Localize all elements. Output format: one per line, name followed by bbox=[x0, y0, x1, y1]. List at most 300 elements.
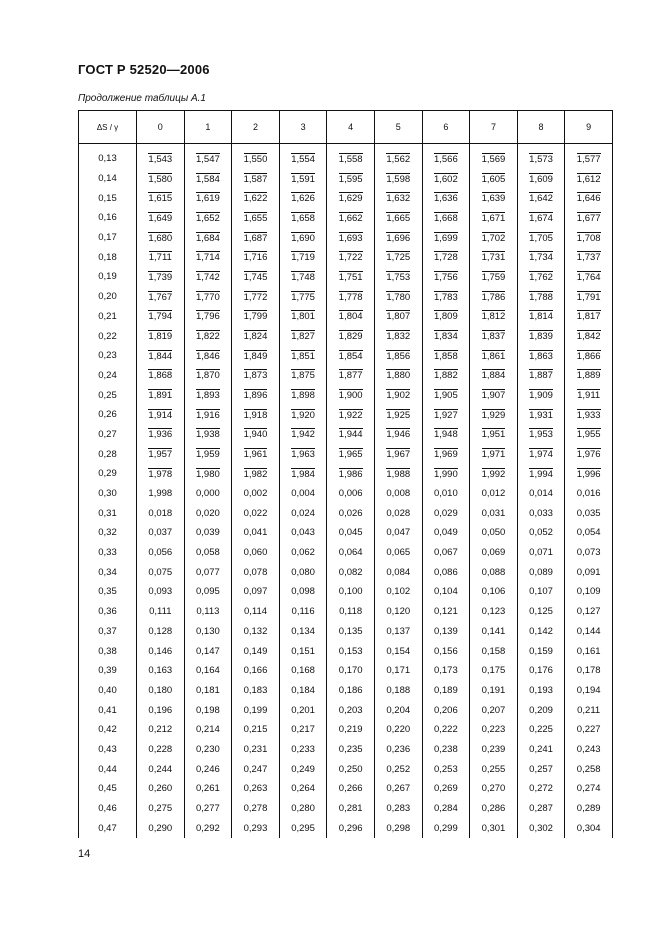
table-cell bbox=[232, 444, 280, 464]
table-cell bbox=[517, 700, 565, 720]
table-cell bbox=[232, 169, 280, 189]
table-cell bbox=[374, 287, 422, 307]
table-cell bbox=[470, 385, 518, 405]
table-cell bbox=[279, 720, 327, 740]
cell-value: 1,929 bbox=[481, 409, 506, 421]
cell-value: 0,064 bbox=[338, 547, 363, 559]
table-cell bbox=[279, 484, 327, 504]
table-cell bbox=[327, 307, 375, 327]
cell-value: 0,056 bbox=[148, 547, 173, 559]
cell-value: 1,772 bbox=[243, 291, 268, 303]
table-cell bbox=[422, 562, 470, 582]
cell-value: 0,086 bbox=[433, 566, 458, 578]
cell-value: 0,263 bbox=[243, 783, 268, 795]
cell-value: 1,817 bbox=[576, 311, 601, 323]
table-cell bbox=[565, 307, 613, 327]
document-header: ГОСТ Р 52520—2006 bbox=[78, 62, 210, 77]
table-cell bbox=[470, 208, 518, 228]
table-cell bbox=[137, 247, 185, 267]
cell-value: 0,168 bbox=[291, 665, 315, 677]
table-row bbox=[79, 366, 613, 386]
cell-value: 1,866 bbox=[576, 350, 601, 362]
cell-value: 0,033 bbox=[529, 507, 553, 519]
cell-value: 0,080 bbox=[291, 566, 315, 578]
table-cell bbox=[422, 307, 470, 327]
cell-value: 1,788 bbox=[529, 291, 553, 303]
cell-value: 0,225 bbox=[529, 724, 553, 736]
cell-value: 1,842 bbox=[576, 331, 601, 343]
table-cell bbox=[184, 779, 232, 799]
table-cell bbox=[232, 582, 280, 602]
table-cell bbox=[137, 484, 185, 504]
table-cell bbox=[327, 484, 375, 504]
cell-value: 1,598 bbox=[386, 173, 411, 185]
cell-value: 1,722 bbox=[338, 252, 363, 264]
table-row bbox=[79, 759, 613, 779]
cell-value: 0,228 bbox=[148, 743, 173, 755]
table-cell bbox=[422, 779, 470, 799]
table-cell bbox=[279, 700, 327, 720]
table-row bbox=[79, 779, 613, 799]
cell-value: 0,243 bbox=[576, 743, 601, 755]
table-row bbox=[79, 188, 613, 208]
cell-value: 1,671 bbox=[481, 212, 506, 224]
cell-value: 0,249 bbox=[291, 763, 315, 775]
table-cell bbox=[374, 641, 422, 661]
cell-value: 1,992 bbox=[481, 468, 506, 480]
cell-value: 0,012 bbox=[481, 488, 506, 500]
cell-value: 1,786 bbox=[481, 291, 506, 303]
cell-value: 0,196 bbox=[148, 704, 173, 716]
table-cell bbox=[422, 385, 470, 405]
cell-value: 1,967 bbox=[386, 449, 411, 461]
cell-value: 0,235 bbox=[338, 743, 363, 755]
table-cell bbox=[184, 759, 232, 779]
table-cell bbox=[517, 267, 565, 287]
table-cell bbox=[422, 464, 470, 484]
cell-value: 1,609 bbox=[529, 173, 553, 185]
cell-value: 1,809 bbox=[433, 311, 458, 323]
table-cell bbox=[279, 641, 327, 661]
table-row bbox=[79, 307, 613, 327]
table-cell bbox=[137, 503, 185, 523]
table-cell bbox=[137, 799, 185, 819]
cell-value: 0,088 bbox=[481, 566, 506, 578]
cell-value: 1,794 bbox=[148, 311, 173, 323]
row-label: 0,37 bbox=[79, 622, 137, 642]
table-cell bbox=[327, 641, 375, 661]
cell-value: 1,547 bbox=[196, 153, 220, 165]
table-cell bbox=[232, 208, 280, 228]
cell-value: 0,299 bbox=[433, 822, 458, 834]
table-cell bbox=[137, 720, 185, 740]
table-cell bbox=[517, 523, 565, 543]
table-cell bbox=[470, 307, 518, 327]
table-cell bbox=[517, 144, 565, 169]
table-cell bbox=[374, 799, 422, 819]
table-cell bbox=[422, 287, 470, 307]
cell-value: 1,737 bbox=[576, 252, 601, 264]
cell-value: 0,270 bbox=[481, 783, 506, 795]
table-cell bbox=[279, 779, 327, 799]
table-row bbox=[79, 740, 613, 760]
table-cell bbox=[327, 425, 375, 445]
cell-value: 0,073 bbox=[576, 547, 601, 559]
table-cell bbox=[137, 405, 185, 425]
table-cell bbox=[565, 661, 613, 681]
cell-value: 0,075 bbox=[148, 566, 173, 578]
cell-value: 1,955 bbox=[576, 429, 601, 441]
row-label: 0,46 bbox=[79, 799, 137, 819]
cell-value: 0,219 bbox=[338, 724, 363, 736]
table-cell bbox=[327, 444, 375, 464]
cell-value: 0,252 bbox=[386, 763, 411, 775]
cell-value: 1,969 bbox=[433, 449, 458, 461]
cell-value: 1,775 bbox=[291, 291, 315, 303]
cell-value: 1,791 bbox=[576, 291, 601, 303]
table-cell bbox=[279, 144, 327, 169]
column-header: 1 bbox=[184, 111, 232, 144]
cell-value: 0,220 bbox=[386, 724, 411, 736]
table-row bbox=[79, 582, 613, 602]
table-cell bbox=[374, 523, 422, 543]
cell-value: 0,125 bbox=[529, 606, 553, 618]
row-label: 0,18 bbox=[79, 247, 137, 267]
cell-value: 0,247 bbox=[243, 763, 268, 775]
cell-value: 0,290 bbox=[148, 822, 173, 834]
table-row bbox=[79, 287, 613, 307]
cell-value: 1,762 bbox=[529, 271, 553, 283]
cell-value: 1,994 bbox=[529, 468, 553, 480]
table-cell bbox=[184, 641, 232, 661]
cell-value: 0,107 bbox=[529, 586, 553, 598]
column-header: 7 bbox=[470, 111, 518, 144]
table-cell bbox=[184, 247, 232, 267]
cell-value: 1,902 bbox=[386, 390, 411, 402]
table-row bbox=[79, 661, 613, 681]
cell-value: 0,078 bbox=[243, 566, 268, 578]
table-cell bbox=[137, 208, 185, 228]
cell-value: 1,980 bbox=[196, 468, 220, 480]
table-cell bbox=[327, 759, 375, 779]
table-row bbox=[79, 681, 613, 701]
table-cell bbox=[279, 799, 327, 819]
cell-value: 1,837 bbox=[481, 331, 506, 343]
table-cell bbox=[184, 622, 232, 642]
cell-value: 0,289 bbox=[576, 803, 601, 815]
table-cell bbox=[517, 169, 565, 189]
table-cell bbox=[232, 267, 280, 287]
table-cell bbox=[137, 779, 185, 799]
cell-value: 0,198 bbox=[196, 704, 220, 716]
cell-value: 1,909 bbox=[529, 390, 553, 402]
table-cell bbox=[422, 720, 470, 740]
table-cell bbox=[565, 425, 613, 445]
column-header: 3 bbox=[279, 111, 327, 144]
table-cell bbox=[517, 661, 565, 681]
cell-value: 0,050 bbox=[481, 527, 506, 539]
cell-value: 1,699 bbox=[433, 232, 458, 244]
cell-value: 0,037 bbox=[148, 527, 173, 539]
table-cell bbox=[374, 681, 422, 701]
cell-value: 0,118 bbox=[339, 606, 363, 618]
cell-value: 0,166 bbox=[243, 665, 268, 677]
cell-value: 1,844 bbox=[148, 350, 173, 362]
cell-value: 0,253 bbox=[433, 763, 458, 775]
cell-value: 1,639 bbox=[481, 193, 506, 205]
table-cell bbox=[327, 681, 375, 701]
table-row bbox=[79, 405, 613, 425]
cell-value: 0,267 bbox=[386, 783, 411, 795]
cell-value: 0,106 bbox=[481, 586, 506, 598]
cell-value: 0,128 bbox=[148, 625, 173, 637]
table-cell bbox=[137, 444, 185, 464]
cell-value: 0,222 bbox=[433, 724, 458, 736]
cell-value: 1,829 bbox=[338, 331, 363, 343]
row-label: 0,47 bbox=[79, 818, 137, 838]
row-label: 0,43 bbox=[79, 740, 137, 760]
cell-value: 0,223 bbox=[481, 724, 506, 736]
table-cell bbox=[184, 818, 232, 838]
table-cell bbox=[327, 228, 375, 248]
table-cell bbox=[279, 326, 327, 346]
cell-value: 0,180 bbox=[148, 684, 173, 696]
cell-value: 1,882 bbox=[433, 370, 458, 382]
cell-value: 1,799 bbox=[243, 311, 268, 323]
cell-value: 1,734 bbox=[529, 252, 553, 264]
row-label: 0,28 bbox=[79, 444, 137, 464]
cell-value: 1,856 bbox=[386, 350, 411, 362]
cell-value: 0,008 bbox=[386, 488, 411, 500]
table-cell bbox=[374, 346, 422, 366]
table-cell bbox=[184, 267, 232, 287]
cell-value: 1,719 bbox=[291, 252, 315, 264]
table-cell bbox=[279, 464, 327, 484]
cell-value: 1,566 bbox=[433, 153, 458, 165]
cell-value: 1,595 bbox=[338, 173, 363, 185]
cell-value: 0,153 bbox=[338, 645, 363, 657]
cell-value: 1,684 bbox=[196, 232, 220, 244]
table-cell bbox=[422, 169, 470, 189]
table-cell bbox=[327, 247, 375, 267]
table-cell bbox=[279, 543, 327, 563]
row-label: 0,42 bbox=[79, 720, 137, 740]
table-cell bbox=[470, 602, 518, 622]
table-cell bbox=[374, 444, 422, 464]
cell-value: 1,900 bbox=[338, 390, 363, 402]
table-cell bbox=[565, 622, 613, 642]
table-row bbox=[79, 228, 613, 248]
table-row bbox=[79, 444, 613, 464]
cell-value: 0,293 bbox=[243, 822, 268, 834]
cell-value: 1,880 bbox=[386, 370, 411, 382]
row-label: 0,15 bbox=[79, 188, 137, 208]
table-cell bbox=[517, 818, 565, 838]
cell-value: 1,951 bbox=[481, 429, 506, 441]
table-cell bbox=[470, 287, 518, 307]
cell-value: 0,020 bbox=[196, 507, 220, 519]
table-cell bbox=[232, 700, 280, 720]
table-cell bbox=[565, 720, 613, 740]
table-cell bbox=[517, 425, 565, 445]
cell-value: 1,822 bbox=[196, 331, 220, 343]
table-cell bbox=[279, 562, 327, 582]
table-cell bbox=[517, 720, 565, 740]
cell-value: 1,814 bbox=[529, 311, 553, 323]
cell-value: 1,543 bbox=[148, 153, 173, 165]
cell-value: 1,702 bbox=[481, 232, 506, 244]
table-cell bbox=[517, 366, 565, 386]
cell-value: 1,986 bbox=[338, 468, 363, 480]
cell-value: 1,687 bbox=[243, 232, 268, 244]
cell-value: 0,298 bbox=[386, 822, 411, 834]
cell-value: 0,203 bbox=[338, 704, 363, 716]
cell-value: 0,102 bbox=[386, 586, 411, 598]
cell-value: 0,215 bbox=[243, 724, 268, 736]
cell-value: 1,938 bbox=[196, 429, 220, 441]
cell-value: 0,194 bbox=[576, 684, 601, 696]
cell-value: 0,141 bbox=[481, 625, 506, 637]
cell-value: 1,728 bbox=[433, 252, 458, 264]
table-cell bbox=[184, 740, 232, 760]
cell-value: 0,002 bbox=[243, 488, 268, 500]
table-cell bbox=[279, 622, 327, 642]
table-cell bbox=[565, 144, 613, 169]
table-cell bbox=[184, 307, 232, 327]
cell-value: 1,562 bbox=[386, 153, 411, 165]
cell-value: 0,097 bbox=[243, 586, 268, 598]
table-cell bbox=[565, 169, 613, 189]
cell-value: 1,998 bbox=[148, 488, 173, 500]
table-cell bbox=[184, 208, 232, 228]
column-header: 9 bbox=[565, 111, 613, 144]
cell-value: 0,142 bbox=[529, 625, 553, 637]
table-cell bbox=[470, 543, 518, 563]
table-cell bbox=[137, 543, 185, 563]
table-cell bbox=[374, 582, 422, 602]
cell-value: 0,052 bbox=[529, 527, 553, 539]
row-label: 0,14 bbox=[79, 169, 137, 189]
cell-value: 1,725 bbox=[386, 252, 411, 264]
row-label: 0,17 bbox=[79, 228, 137, 248]
table-cell bbox=[374, 622, 422, 642]
cell-value: 0,211 bbox=[577, 704, 601, 716]
table-cell bbox=[374, 169, 422, 189]
table-cell bbox=[232, 346, 280, 366]
row-label: 0,34 bbox=[79, 562, 137, 582]
table-cell bbox=[327, 799, 375, 819]
cell-value: 0,164 bbox=[196, 665, 220, 677]
table-cell bbox=[374, 503, 422, 523]
cell-value: 0,130 bbox=[196, 625, 220, 637]
table-cell bbox=[137, 681, 185, 701]
cell-value: 1,896 bbox=[243, 390, 268, 402]
cell-value: 1,646 bbox=[576, 193, 601, 205]
cell-value: 0,186 bbox=[338, 684, 363, 696]
table-cell bbox=[232, 740, 280, 760]
cell-value: 0,022 bbox=[243, 507, 268, 519]
table-row bbox=[79, 346, 613, 366]
table-cell bbox=[422, 681, 470, 701]
table-cell bbox=[517, 562, 565, 582]
table-cell bbox=[422, 759, 470, 779]
table-cell bbox=[184, 228, 232, 248]
row-label: 0,21 bbox=[79, 307, 137, 327]
cell-value: 0,261 bbox=[196, 783, 220, 795]
cell-value: 0,065 bbox=[386, 547, 411, 559]
table-cell bbox=[374, 326, 422, 346]
row-label: 0,27 bbox=[79, 425, 137, 445]
table-row bbox=[79, 144, 613, 169]
table-cell bbox=[232, 385, 280, 405]
row-label: 0,23 bbox=[79, 346, 137, 366]
table-cell bbox=[279, 405, 327, 425]
table-cell bbox=[279, 188, 327, 208]
cell-value: 0,281 bbox=[338, 803, 363, 815]
table-cell bbox=[470, 503, 518, 523]
table-cell bbox=[137, 523, 185, 543]
table-cell bbox=[565, 582, 613, 602]
table-cell bbox=[470, 661, 518, 681]
cell-value: 1,944 bbox=[338, 429, 363, 441]
table-cell bbox=[327, 326, 375, 346]
cell-value: 1,984 bbox=[291, 468, 315, 480]
cell-value: 0,098 bbox=[291, 586, 315, 598]
cell-value: 0,246 bbox=[196, 763, 220, 775]
table-cell bbox=[279, 307, 327, 327]
table-cell bbox=[470, 425, 518, 445]
table-cell bbox=[517, 503, 565, 523]
table-row bbox=[79, 385, 613, 405]
cell-value: 0,111 bbox=[149, 606, 172, 618]
table-row bbox=[79, 425, 613, 445]
cell-value: 1,807 bbox=[386, 311, 411, 323]
cell-value: 1,642 bbox=[529, 193, 553, 205]
table-cell bbox=[232, 247, 280, 267]
table-cell bbox=[565, 779, 613, 799]
table-cell bbox=[232, 503, 280, 523]
table-cell bbox=[517, 622, 565, 642]
table-cell bbox=[137, 562, 185, 582]
table-cell bbox=[327, 464, 375, 484]
table-cell bbox=[232, 484, 280, 504]
cell-value: 0,006 bbox=[338, 488, 363, 500]
table-cell bbox=[279, 385, 327, 405]
cell-value: 1,558 bbox=[338, 153, 363, 165]
table-cell bbox=[232, 366, 280, 386]
cell-value: 1,846 bbox=[196, 350, 220, 362]
cell-value: 1,739 bbox=[148, 271, 173, 283]
table-cell bbox=[137, 641, 185, 661]
table-cell bbox=[327, 188, 375, 208]
cell-value: 0,286 bbox=[481, 803, 506, 815]
table-cell bbox=[517, 385, 565, 405]
row-label: 0,25 bbox=[79, 385, 137, 405]
cell-value: 1,974 bbox=[529, 449, 553, 461]
table-cell bbox=[565, 326, 613, 346]
cell-value: 0,189 bbox=[433, 684, 458, 696]
cell-value: 1,693 bbox=[338, 232, 363, 244]
cell-value: 0,084 bbox=[386, 566, 411, 578]
cell-value: 0,269 bbox=[433, 783, 458, 795]
cell-value: 0,255 bbox=[481, 763, 506, 775]
table-cell bbox=[327, 366, 375, 386]
table-cell bbox=[470, 562, 518, 582]
cell-value: 1,889 bbox=[576, 370, 601, 382]
table-cell bbox=[374, 759, 422, 779]
table-cell bbox=[374, 562, 422, 582]
table-cell bbox=[470, 405, 518, 425]
